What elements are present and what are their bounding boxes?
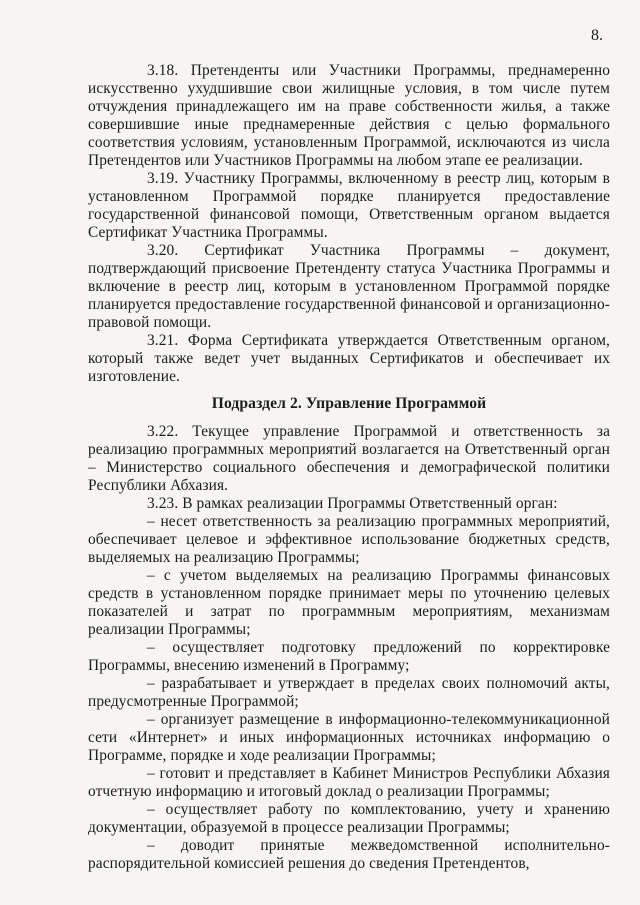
- list-item: – готовит и представляет в Кабинет Министров Республики Абхазия отчетную информацию и итоговый доклад о реализации Программы;: [88, 765, 610, 800]
- paragraph-3-22: 3.22. Текущее управление Программой и ответственность за реализацию программных мероприятий возлагается на Ответственный орган – Министерство социального обеспечения и демографической политики Республики Абхазия.: [88, 423, 610, 494]
- paragraph-3-23-intro: 3.23. В рамках реализации Программы Ответственный орган:: [147, 495, 558, 512]
- list-item: – доводит принятые межведомственной исполнительно-распорядительной комиссией решения до сведения Претендентов,: [88, 837, 610, 872]
- list-item: – несет ответственность за реализацию программных мероприятий, обеспечивает целевое и эффективное использование бюджетных средств, выделяемых на реализацию Программы;: [88, 513, 610, 566]
- paragraph-3-20: 3.20. Сертификат Участника Программы – документ, подтверждающий присвоение Претенденту статуса Участника Программы и включение в реестр лиц, которым в установленном Программой порядке планируется предоставление государственной финансовой и организационно-правовой помощи.: [88, 242, 610, 331]
- list-item: – осуществляет подготовку предложений по корректировке Программы, внесению изменений в Программу;: [88, 639, 610, 674]
- page-number: 8.: [591, 27, 603, 44]
- subsection-heading: Подраздел 2. Управление Программой: [211, 395, 487, 412]
- paragraph-3-19: 3.19. Участнику Программы, включенному в реестр лиц, которым в установленном Программой порядке планируется предоставление государственной финансовой помощи, Ответственным органом выдается Сертификат Участника Программы.: [88, 170, 610, 241]
- list-item: – осуществляет работу по комплектованию, учету и хранению документации, образуемой в процессе реализации Программы;: [88, 801, 610, 836]
- paragraph-3-18: 3.18. Претенденты или Участники Программы, преднамеренно искусственно ухудшившие свои жилищные условия, в том числе путем отчуждения принадлежащего им на праве собственности жилья, а также совершившие иные преднамеренные действия с целью формального соответствия условиям, установленным Программой, исключаются из числа Претендентов или Участников Программы на любом этапе ее реализации.: [88, 62, 610, 169]
- list-item: – с учетом выделяемых на реализацию Программы финансовых средств в установленном порядке принимает меры по уточнению целевых показателей и затрат по программным мероприятиям, механизмам реализации Программы;: [88, 567, 610, 638]
- paragraph-3-21: 3.21. Форма Сертификата утверждается Ответственным органом, который также ведет учет выданных Сертификатов и обеспечивает их изготовление.: [88, 332, 610, 385]
- list-item: – организует размещение в информационно-телекоммуникационной сети «Интернет» и иных информационных источниках информацию о Программе, порядке и ходе реализации Программы;: [88, 711, 610, 764]
- list-item: – разрабатывает и утверждает в пределах своих полномочий акты, предусмотренные Программой;: [88, 675, 610, 710]
